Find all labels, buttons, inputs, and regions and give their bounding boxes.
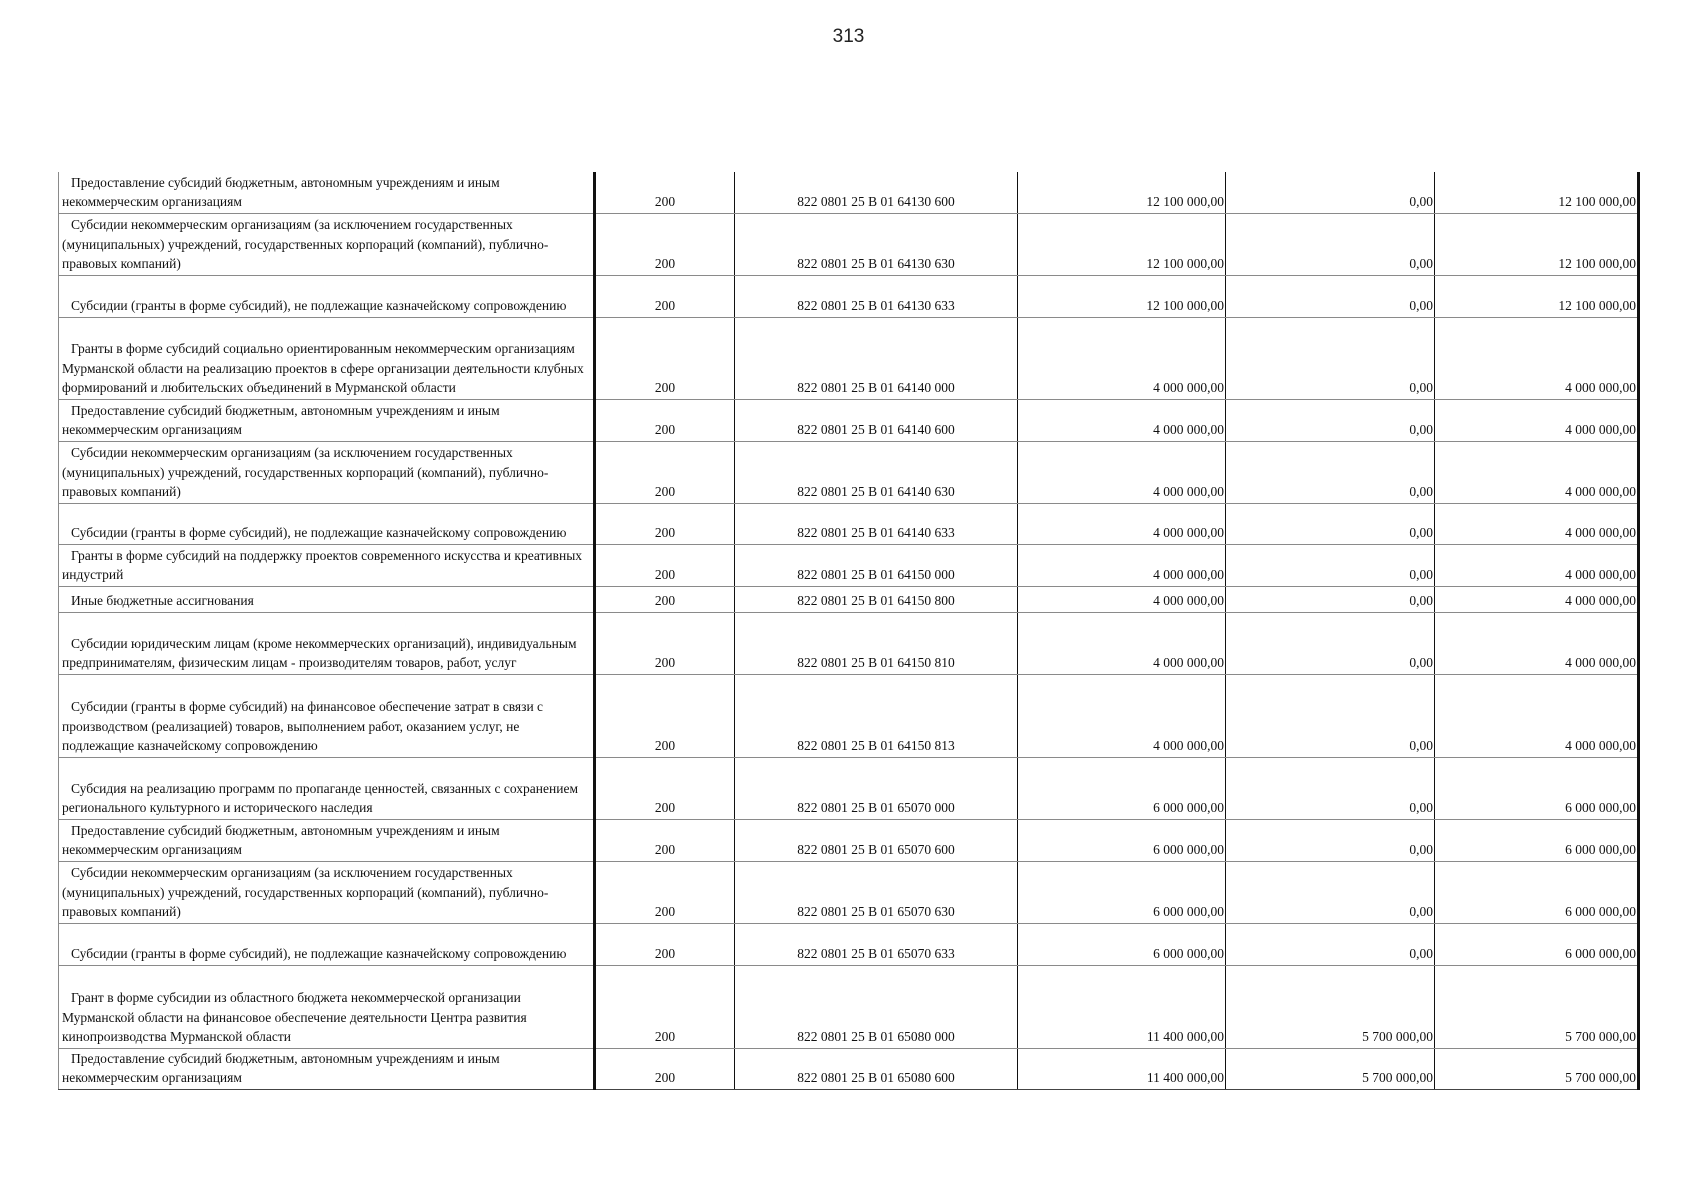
row-name-cell bbox=[59, 923, 595, 965]
row-total-text: 12 100 000,00 bbox=[1146, 194, 1224, 209]
row-code-text: 822 0801 25 В 01 64130 633 bbox=[797, 298, 955, 313]
row-federal-cell bbox=[1226, 586, 1435, 612]
row-code-text: 822 0801 25 В 01 64130 630 bbox=[797, 256, 955, 271]
row-federal-text: 5 700 000,00 bbox=[1362, 1029, 1433, 1044]
row-code-cell bbox=[735, 612, 1018, 674]
row-name-cell bbox=[59, 317, 595, 399]
row-federal-text: 0,00 bbox=[1409, 655, 1433, 670]
row-grbs-cell bbox=[595, 544, 735, 586]
row-name-text: Субсидии некоммерческим организациям (за исключением государственных (муниципальных) учреждений, государственных корпораций (компаний), публично-правовых компаний) bbox=[62, 217, 549, 271]
row-code-text: 822 0801 25 В 01 65070 000 bbox=[797, 800, 955, 815]
row-total-cell bbox=[1018, 923, 1226, 965]
row-total-text: 6 000 000,00 bbox=[1153, 800, 1224, 815]
row-regional-cell bbox=[1435, 441, 1639, 503]
row-federal-cell bbox=[1226, 861, 1435, 923]
row-grbs-cell bbox=[595, 674, 735, 757]
row-grbs-text: 200 bbox=[654, 800, 676, 815]
row-name-text: Предоставление субсидий бюджетным, автономным учреждениям и иным некоммерческим организациям bbox=[62, 174, 500, 209]
row-federal-text: 0,00 bbox=[1409, 738, 1433, 753]
row-grbs-cell bbox=[595, 923, 735, 965]
row-name-text: Предоставление субсидий бюджетным, автономным учреждениям и иным некоммерческим организациям bbox=[62, 822, 500, 857]
row-federal-cell bbox=[1226, 275, 1435, 317]
row-federal-text: 0,00 bbox=[1409, 484, 1433, 499]
row-total-text: 4 000 000,00 bbox=[1153, 655, 1224, 670]
row-grbs-cell bbox=[595, 586, 735, 612]
table-row bbox=[59, 317, 1639, 399]
row-federal-cell bbox=[1226, 399, 1435, 441]
row-federal-text: 0,00 bbox=[1409, 904, 1433, 919]
row-name-text: Грант в форме субсидии из областного бюджета некоммерческой организации Мурманской области на финансовое обеспечение деятельности Центра развития кинопроизводства Мурманской области bbox=[62, 990, 527, 1044]
row-name-text: Субсидии (гранты в форме субсидий), не подлежащие казначейскому сопровождению bbox=[71, 946, 567, 961]
row-code-cell bbox=[735, 172, 1018, 213]
row-code-text: 822 0801 25 В 01 65080 600 bbox=[797, 1070, 955, 1085]
row-regional-cell bbox=[1435, 861, 1639, 923]
row-total-text: 4 000 000,00 bbox=[1153, 525, 1224, 540]
row-code-cell bbox=[735, 819, 1018, 861]
row-total-cell bbox=[1018, 172, 1226, 213]
row-total-text: 6 000 000,00 bbox=[1153, 904, 1224, 919]
row-code-text: 822 0801 25 В 01 65070 630 bbox=[797, 904, 955, 919]
table-row bbox=[59, 503, 1639, 544]
row-code-cell bbox=[735, 441, 1018, 503]
row-grbs-cell bbox=[595, 819, 735, 861]
row-grbs-text: 200 bbox=[654, 484, 676, 499]
table-row bbox=[59, 612, 1639, 674]
row-grbs-text: 200 bbox=[654, 298, 676, 313]
row-total-cell bbox=[1018, 275, 1226, 317]
row-federal-cell bbox=[1226, 923, 1435, 965]
row-grbs-text: 200 bbox=[654, 256, 676, 271]
row-name-text: Гранты в форме субсидий социально ориентированным некоммерческим организациям Мурманской области на реализацию проектов в сфере организации деятельности клубных формирований и любительских объединений в Мурманской области bbox=[62, 341, 584, 395]
row-grbs-cell bbox=[595, 172, 735, 213]
row-total-cell bbox=[1018, 586, 1226, 612]
row-code-text: 822 0801 25 В 01 64150 800 bbox=[797, 593, 955, 608]
table-row bbox=[59, 213, 1639, 275]
row-code-text: 822 0801 25 В 01 65080 000 bbox=[797, 1029, 955, 1044]
row-grbs-cell bbox=[595, 861, 735, 923]
row-name-text: Субсидии (гранты в форме субсидий), не подлежащие казначейскому сопровождению bbox=[71, 298, 567, 313]
row-total-text: 4 000 000,00 bbox=[1153, 484, 1224, 499]
row-grbs-text: 200 bbox=[654, 946, 676, 961]
row-federal-cell bbox=[1226, 503, 1435, 544]
row-federal-cell bbox=[1226, 213, 1435, 275]
row-regional-cell bbox=[1435, 503, 1639, 544]
row-regional-text: 4 000 000,00 bbox=[1565, 593, 1636, 608]
row-name-cell bbox=[59, 1048, 595, 1089]
row-total-text: 6 000 000,00 bbox=[1153, 946, 1224, 961]
row-federal-text: 0,00 bbox=[1409, 946, 1433, 961]
row-name-cell bbox=[59, 172, 595, 213]
row-name-cell bbox=[59, 674, 595, 757]
row-federal-text: 0,00 bbox=[1409, 298, 1433, 313]
budget-allocation-table bbox=[58, 172, 1640, 1090]
row-federal-cell bbox=[1226, 317, 1435, 399]
row-name-cell bbox=[59, 275, 595, 317]
row-total-cell bbox=[1018, 544, 1226, 586]
table-row bbox=[59, 757, 1639, 819]
table-row bbox=[59, 923, 1639, 965]
row-grbs-cell bbox=[595, 1048, 735, 1089]
row-grbs-text: 200 bbox=[654, 655, 676, 670]
row-regional-cell bbox=[1435, 965, 1639, 1048]
row-code-cell bbox=[735, 674, 1018, 757]
row-federal-cell bbox=[1226, 1048, 1435, 1089]
row-regional-text: 12 100 000,00 bbox=[1558, 194, 1636, 209]
page-number: 313 bbox=[832, 26, 865, 47]
row-total-text: 4 000 000,00 bbox=[1153, 422, 1224, 437]
row-code-text: 822 0801 25 В 01 65070 600 bbox=[797, 842, 955, 857]
row-federal-cell bbox=[1226, 612, 1435, 674]
row-regional-cell bbox=[1435, 213, 1639, 275]
table-row bbox=[59, 1048, 1639, 1089]
row-grbs-text: 200 bbox=[654, 1070, 676, 1085]
table-row bbox=[59, 544, 1639, 586]
row-total-text: 11 400 000,00 bbox=[1146, 1029, 1224, 1044]
row-total-text: 12 100 000,00 bbox=[1146, 298, 1224, 313]
row-regional-cell bbox=[1435, 612, 1639, 674]
row-code-text: 822 0801 25 В 01 64140 000 bbox=[797, 380, 955, 395]
row-regional-text: 4 000 000,00 bbox=[1565, 484, 1636, 499]
row-code-cell bbox=[735, 861, 1018, 923]
row-regional-text: 12 100 000,00 bbox=[1558, 298, 1636, 313]
row-regional-cell bbox=[1435, 317, 1639, 399]
table-row bbox=[59, 399, 1639, 441]
row-regional-text: 4 000 000,00 bbox=[1565, 655, 1636, 670]
row-federal-cell bbox=[1226, 819, 1435, 861]
row-total-cell bbox=[1018, 612, 1226, 674]
table-row bbox=[59, 586, 1639, 612]
row-code-text: 822 0801 25 В 01 64140 633 bbox=[797, 525, 955, 540]
row-total-cell bbox=[1018, 317, 1226, 399]
row-federal-text: 0,00 bbox=[1409, 593, 1433, 608]
row-total-text: 4 000 000,00 bbox=[1153, 738, 1224, 753]
row-total-cell bbox=[1018, 1048, 1226, 1089]
row-regional-cell bbox=[1435, 923, 1639, 965]
table-row bbox=[59, 861, 1639, 923]
row-code-cell bbox=[735, 503, 1018, 544]
row-grbs-text: 200 bbox=[654, 525, 676, 540]
row-regional-text: 6 000 000,00 bbox=[1565, 946, 1636, 961]
row-regional-cell bbox=[1435, 1048, 1639, 1089]
row-total-text: 11 400 000,00 bbox=[1146, 1070, 1224, 1085]
row-name-cell bbox=[59, 213, 595, 275]
row-grbs-text: 200 bbox=[654, 904, 676, 919]
row-grbs-text: 200 bbox=[654, 567, 676, 582]
table-row bbox=[59, 275, 1639, 317]
row-grbs-text: 200 bbox=[654, 1029, 676, 1044]
row-total-cell bbox=[1018, 757, 1226, 819]
row-total-text: 12 100 000,00 bbox=[1146, 256, 1224, 271]
row-name-cell bbox=[59, 544, 595, 586]
row-code-text: 822 0801 25 В 01 64150 810 bbox=[797, 655, 955, 670]
row-federal-cell bbox=[1226, 441, 1435, 503]
row-name-text: Субсидия на реализацию программ по пропаганде ценностей, связанных с сохранением регионального культурного и исторического наследия bbox=[62, 780, 578, 815]
row-grbs-cell bbox=[595, 612, 735, 674]
row-federal-text: 0,00 bbox=[1409, 525, 1433, 540]
row-code-cell bbox=[735, 965, 1018, 1048]
row-total-cell bbox=[1018, 441, 1226, 503]
row-federal-cell bbox=[1226, 172, 1435, 213]
row-grbs-text: 200 bbox=[654, 380, 676, 395]
row-code-text: 822 0801 25 В 01 64150 813 bbox=[797, 738, 955, 753]
row-regional-cell bbox=[1435, 757, 1639, 819]
row-name-cell bbox=[59, 441, 595, 503]
row-total-text: 4 000 000,00 bbox=[1153, 593, 1224, 608]
row-code-cell bbox=[735, 399, 1018, 441]
table-row bbox=[59, 441, 1639, 503]
row-name-cell bbox=[59, 819, 595, 861]
row-name-text: Субсидии некоммерческим организациям (за исключением государственных (муниципальных) учреждений, государственных корпораций (компаний), публично-правовых компаний) bbox=[62, 445, 549, 499]
row-total-cell bbox=[1018, 399, 1226, 441]
row-name-text: Субсидии юридическим лицам (кроме некоммерческих организаций), индивидуальным предпринимателям, физическим лицам - производителям товаров, работ, услуг bbox=[62, 635, 577, 670]
row-federal-cell bbox=[1226, 757, 1435, 819]
row-name-cell bbox=[59, 757, 595, 819]
row-name-text: Субсидии некоммерческим организациям (за исключением государственных (муниципальных) учреждений, государственных корпораций (компаний), публично-правовых компаний) bbox=[62, 865, 549, 919]
row-federal-text: 0,00 bbox=[1409, 256, 1433, 271]
row-regional-cell bbox=[1435, 275, 1639, 317]
row-grbs-cell bbox=[595, 503, 735, 544]
row-name-cell bbox=[59, 965, 595, 1048]
row-regional-text: 6 000 000,00 bbox=[1565, 904, 1636, 919]
row-name-cell bbox=[59, 612, 595, 674]
row-federal-text: 0,00 bbox=[1409, 194, 1433, 209]
row-name-text: Предоставление субсидий бюджетным, автономным учреждениям и иным некоммерческим организациям bbox=[62, 402, 500, 437]
row-federal-text: 0,00 bbox=[1409, 800, 1433, 815]
row-name-cell bbox=[59, 503, 595, 544]
row-total-cell bbox=[1018, 503, 1226, 544]
row-code-cell bbox=[735, 213, 1018, 275]
row-name-text: Предоставление субсидий бюджетным, автономным учреждениям и иным некоммерческим организациям bbox=[62, 1050, 500, 1085]
row-regional-text: 4 000 000,00 bbox=[1565, 422, 1636, 437]
row-name-text: Иные бюджетные ассигнования bbox=[71, 593, 254, 608]
row-name-text: Гранты в форме субсидий на поддержку проектов современного искусства и креативных индустрий bbox=[62, 547, 583, 582]
table-row bbox=[59, 172, 1639, 213]
row-grbs-cell bbox=[595, 441, 735, 503]
row-regional-text: 4 000 000,00 bbox=[1565, 380, 1636, 395]
row-grbs-text: 200 bbox=[654, 422, 676, 437]
row-grbs-cell bbox=[595, 757, 735, 819]
row-regional-cell bbox=[1435, 819, 1639, 861]
row-name-text: Субсидии (гранты в форме субсидий), не подлежащие казначейскому сопровождению bbox=[71, 525, 567, 540]
row-code-cell bbox=[735, 757, 1018, 819]
row-grbs-text: 200 bbox=[654, 593, 676, 608]
row-grbs-text: 200 bbox=[654, 842, 676, 857]
row-grbs-text: 200 bbox=[654, 194, 676, 209]
row-grbs-cell bbox=[595, 317, 735, 399]
row-name-cell bbox=[59, 586, 595, 612]
row-federal-text: 0,00 bbox=[1409, 422, 1433, 437]
row-grbs-cell bbox=[595, 399, 735, 441]
row-total-cell bbox=[1018, 674, 1226, 757]
row-federal-cell bbox=[1226, 674, 1435, 757]
row-federal-cell bbox=[1226, 965, 1435, 1048]
row-code-cell bbox=[735, 275, 1018, 317]
row-regional-text: 4 000 000,00 bbox=[1565, 525, 1636, 540]
row-code-cell bbox=[735, 923, 1018, 965]
row-total-cell bbox=[1018, 965, 1226, 1048]
row-name-cell bbox=[59, 861, 595, 923]
row-total-cell bbox=[1018, 213, 1226, 275]
row-grbs-cell bbox=[595, 275, 735, 317]
row-code-cell bbox=[735, 1048, 1018, 1089]
row-code-text: 822 0801 25 В 01 64130 600 bbox=[797, 194, 955, 209]
table-row bbox=[59, 819, 1639, 861]
row-total-text: 4 000 000,00 bbox=[1153, 567, 1224, 582]
row-total-text: 6 000 000,00 bbox=[1153, 842, 1224, 857]
row-grbs-text: 200 bbox=[654, 738, 676, 753]
row-regional-text: 5 700 000,00 bbox=[1565, 1070, 1636, 1085]
row-regional-text: 4 000 000,00 bbox=[1565, 738, 1636, 753]
row-total-text: 4 000 000,00 bbox=[1153, 380, 1224, 395]
row-regional-text: 12 100 000,00 bbox=[1558, 256, 1636, 271]
row-federal-text: 0,00 bbox=[1409, 380, 1433, 395]
row-regional-text: 5 700 000,00 bbox=[1565, 1029, 1636, 1044]
row-federal-text: 5 700 000,00 bbox=[1362, 1070, 1433, 1085]
row-code-text: 822 0801 25 В 01 65070 633 bbox=[797, 946, 955, 961]
row-code-text: 822 0801 25 В 01 64140 600 bbox=[797, 422, 955, 437]
row-regional-text: 6 000 000,00 bbox=[1565, 842, 1636, 857]
table-row bbox=[59, 965, 1639, 1048]
row-regional-cell bbox=[1435, 399, 1639, 441]
row-regional-text: 4 000 000,00 bbox=[1565, 567, 1636, 582]
row-grbs-cell bbox=[595, 965, 735, 1048]
row-regional-cell bbox=[1435, 674, 1639, 757]
row-federal-cell bbox=[1226, 544, 1435, 586]
row-total-cell bbox=[1018, 861, 1226, 923]
row-regional-cell bbox=[1435, 586, 1639, 612]
row-total-cell bbox=[1018, 819, 1226, 861]
row-name-cell bbox=[59, 399, 595, 441]
row-code-text: 822 0801 25 В 01 64140 630 bbox=[797, 484, 955, 499]
row-regional-cell bbox=[1435, 544, 1639, 586]
row-grbs-cell bbox=[595, 213, 735, 275]
row-federal-text: 0,00 bbox=[1409, 567, 1433, 582]
row-federal-text: 0,00 bbox=[1409, 842, 1433, 857]
row-name-text: Субсидии (гранты в форме субсидий) на финансовое обеспечение затрат в связи с производством (реализацией) товаров, выполнением работ, оказанием услуг, не подлежащие казначейскому сопровождению bbox=[62, 699, 544, 753]
row-regional-text: 6 000 000,00 bbox=[1565, 800, 1636, 815]
row-regional-cell bbox=[1435, 172, 1639, 213]
row-code-cell bbox=[735, 544, 1018, 586]
row-code-cell bbox=[735, 317, 1018, 399]
table-row bbox=[59, 674, 1639, 757]
row-code-cell bbox=[735, 586, 1018, 612]
row-code-text: 822 0801 25 В 01 64150 000 bbox=[797, 567, 955, 582]
